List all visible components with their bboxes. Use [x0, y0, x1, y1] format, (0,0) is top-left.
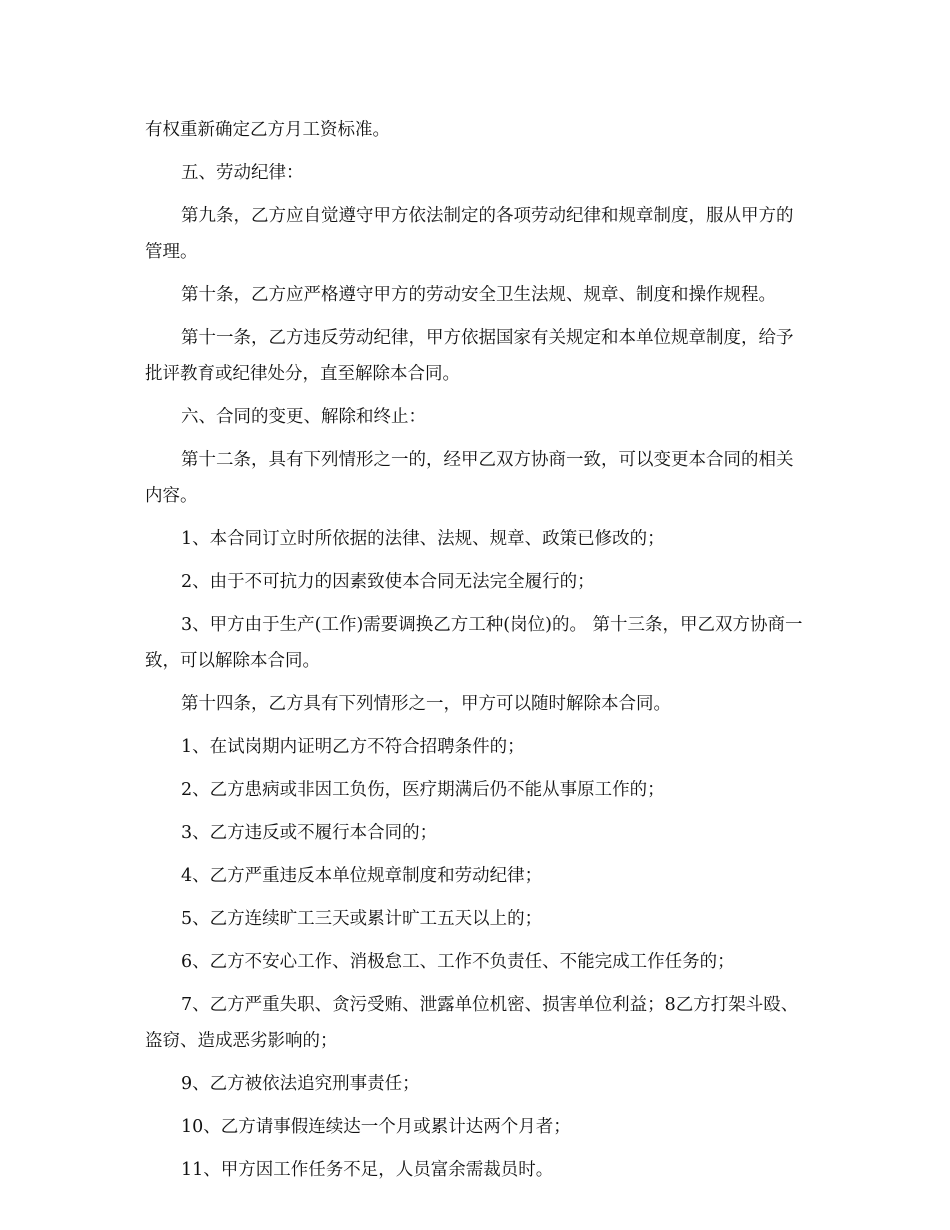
list-item: 3、甲方由于生产(工作)需要调换乙方工种(岗位)的。 第十三条，甲乙双方协商一致，可以解除本合同。 — [145, 615, 803, 671]
article-11: 第十一条，乙方违反劳动纪律，甲方依据国家有关规定和本单位规章制度，给予批评教育或纪律处分，直至解除本合同。 — [145, 328, 794, 384]
list-item: 5、乙方连续旷工三天或累计旷工五天以上的； — [181, 909, 543, 929]
list-item: 1、本合同订立时所依据的法律、法规、规章、政策已修改的； — [181, 529, 665, 549]
article-14: 第十四条，乙方具有下列情形之一，甲方可以随时解除本合同。 — [181, 694, 671, 714]
list-item: 3、乙方违反或不履行本合同的； — [181, 823, 438, 843]
list-item: 4、乙方严重违反本单位规章制度和劳动纪律； — [181, 866, 543, 886]
list-item: 6、乙方不安心工作、消极怠工、工作不负责任、不能完成工作任务的； — [181, 952, 735, 972]
list-item: 11、甲方因工作任务不足，人员富余需裁员时。 — [181, 1160, 554, 1180]
document-body — [145, 112, 805, 1195]
article-10: 第十条，乙方应严格遵守甲方的劳动安全卫生法规、规章、制度和操作规程。 — [181, 285, 776, 305]
list-item: 2、乙方患病或非因工负伤，医疗期满后仍不能从事原工作的； — [181, 780, 665, 800]
section-heading-labor-discipline: 五、劳动纪律： — [181, 163, 304, 183]
list-item: 10、乙方请事假连续达一个月或累计达两个月者； — [181, 1117, 571, 1137]
list-item: 1、在试岗期内证明乙方不符合招聘条件的； — [181, 737, 525, 757]
list-item: 7、乙方严重失职、贪污受贿、泄露单位机密、损害单位利益；8乙方打架斗殴、盗窃、造成恶劣影响的； — [145, 995, 799, 1051]
section-heading-contract-change: 六、合同的变更、解除和终止： — [181, 407, 426, 427]
list-item: 9、乙方被依法追究刑事责任； — [181, 1074, 420, 1094]
article-9: 第九条，乙方应自觉遵守甲方依法制定的各项劳动纪律和规章制度，服从甲方的管理。 — [145, 206, 794, 262]
paragraph-continuation: 有权重新确定乙方月工资标准。 — [145, 120, 390, 140]
article-12: 第十二条，具有下列情形之一的，经甲乙双方协商一致，可以变更本合同的相关内容。 — [145, 450, 794, 506]
list-item: 2、由于不可抗力的因素致使本合同无法完全履行的； — [181, 572, 595, 592]
